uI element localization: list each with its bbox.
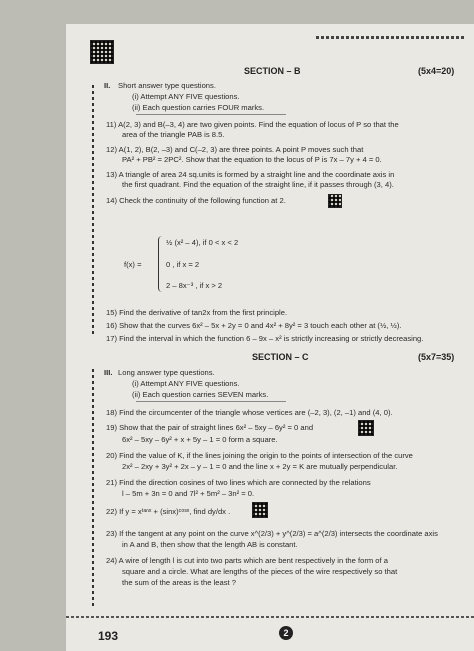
qr-code-icon: [328, 194, 342, 208]
question-13-line-1: 13) A triangle of area 24 sq.units is formed by a straight line and the coordinate axis in: [106, 170, 395, 179]
section-c-instruction-1: (i) Attempt ANY FIVE questions.: [132, 379, 240, 388]
question-24-line-3: the sum of the areas is the least ?: [122, 578, 236, 587]
question-21-line-1: 21) Find the direction cosines of two lines which are connected by the relations: [106, 478, 371, 487]
question-11-line-1: 11) A(2, 3) and B(–3, 4) are two given points. Find the equation of locus of P so that the: [106, 120, 399, 129]
function-case-2: 0 , if x = 2: [166, 260, 200, 269]
instruction-underline: [136, 114, 286, 115]
section-b-title: SECTION – B: [244, 66, 301, 76]
circle-number-badge: 2: [279, 626, 293, 640]
qr-code-icon: [252, 502, 268, 518]
section-c-instruction-2: (ii) Each question carries SEVEN marks.: [132, 390, 269, 399]
question-21-line-2: l – 5m + 3n = 0 and 7l² + 5m² – 3n² = 0.: [122, 489, 255, 498]
piecewise-brace: [158, 236, 165, 292]
question-18: 18) Find the circumcenter of the triangle whose vertices are (–2, 3), (2, –1) and (4, 0).: [106, 408, 393, 417]
question-19-line-2: 6x² – 5xy – 6y² + x + 5y – 1 = 0 form a square.: [122, 435, 278, 444]
question-23-line-2: in A and B, then show that the length AB is constant.: [122, 540, 298, 549]
question-22: 22) If y = xᵗᵃⁿˣ + (sinx)ᶜᵒˢˣ, find dy/dx .: [106, 507, 231, 516]
question-24-line-2: square and a circle. What are lengths of the pieces of the wire respectively so that: [122, 567, 398, 576]
question-24-line-1: 24) A wire of length l is cut into two parts which are bent respectively in the form of a: [106, 556, 388, 565]
section-b-roman: II.: [104, 81, 111, 90]
section-c-marks: (5x7=35): [418, 352, 455, 362]
exam-page: [66, 24, 474, 651]
section-c-title: SECTION – C: [252, 352, 309, 362]
question-20-line-2: 2x² – 2xy + 3y² + 2x – y – 1 = 0 and the line x + 2y = K are mutually perpendicular.: [122, 462, 398, 471]
question-15: 15) Find the derivative of tan2x from the first principle.: [106, 308, 288, 317]
margin-dots: [92, 366, 94, 606]
section-b-instruction-1: (i) Attempt ANY FIVE questions.: [132, 92, 240, 101]
question-13-line-2: the first quadrant. Find the equation of the straight line, if it passes through (3, 4).: [122, 180, 394, 189]
bottom-divider: [66, 616, 474, 618]
question-11-line-2: area of the triangle PAB is 8.5.: [122, 130, 225, 139]
section-b-instruction-2: (ii) Each question carries FOUR marks.: [132, 103, 265, 112]
question-14: 14) Check the continuity of the following function at 2.: [106, 196, 286, 205]
question-20-line-1: 20) Find the value of K, if the lines joining the origin to the points of intersection of the curve: [106, 451, 413, 460]
margin-dots: [92, 84, 94, 334]
qr-code-icon: [358, 420, 374, 436]
question-17: 17) Find the interval in which the function 6 – 9x – x² is strictly increasing or strictly decreasing.: [106, 334, 424, 343]
question-12-line-2: PA² + PB² = 2PC². Show that the equation to the locus of P is 7x – 7y + 4 = 0.: [122, 155, 382, 164]
function-case-1: ½ (x² – 4), if 0 < x < 2: [166, 238, 239, 247]
question-23-line-1: 23) If the tangent at any point on the curve x^(2/3) + y^(2/3) = a^(2/3) intersects the coordinate axis: [106, 529, 438, 538]
qr-code-icon: [90, 40, 114, 64]
section-c-roman: III.: [104, 368, 113, 377]
top-divider: [316, 36, 466, 39]
section-b-marks: (5x4=20): [418, 66, 455, 76]
function-lhs: f(x) =: [124, 260, 142, 269]
instruction-underline: [136, 401, 286, 402]
section-c-intro: Long answer type questions.: [118, 368, 215, 377]
function-case-3: 2 – 8x⁻³ , if x > 2: [166, 281, 223, 290]
page-number: 193: [98, 629, 119, 643]
question-19-line-1: 19) Show that the pair of straight lines 6x² – 5xy – 6y² = 0 and: [106, 423, 314, 432]
question-16: 16) Show that the curves 6x² – 5x + 2y = 0 and 4x² + 8y² = 3 touch each other at (½, ½).: [106, 321, 402, 330]
section-b-intro: Short answer type questions.: [118, 81, 216, 90]
question-12-line-1: 12) A(1, 2), B(2, –3) and C(–2, 3) are three points. A point P moves such that: [106, 145, 364, 154]
